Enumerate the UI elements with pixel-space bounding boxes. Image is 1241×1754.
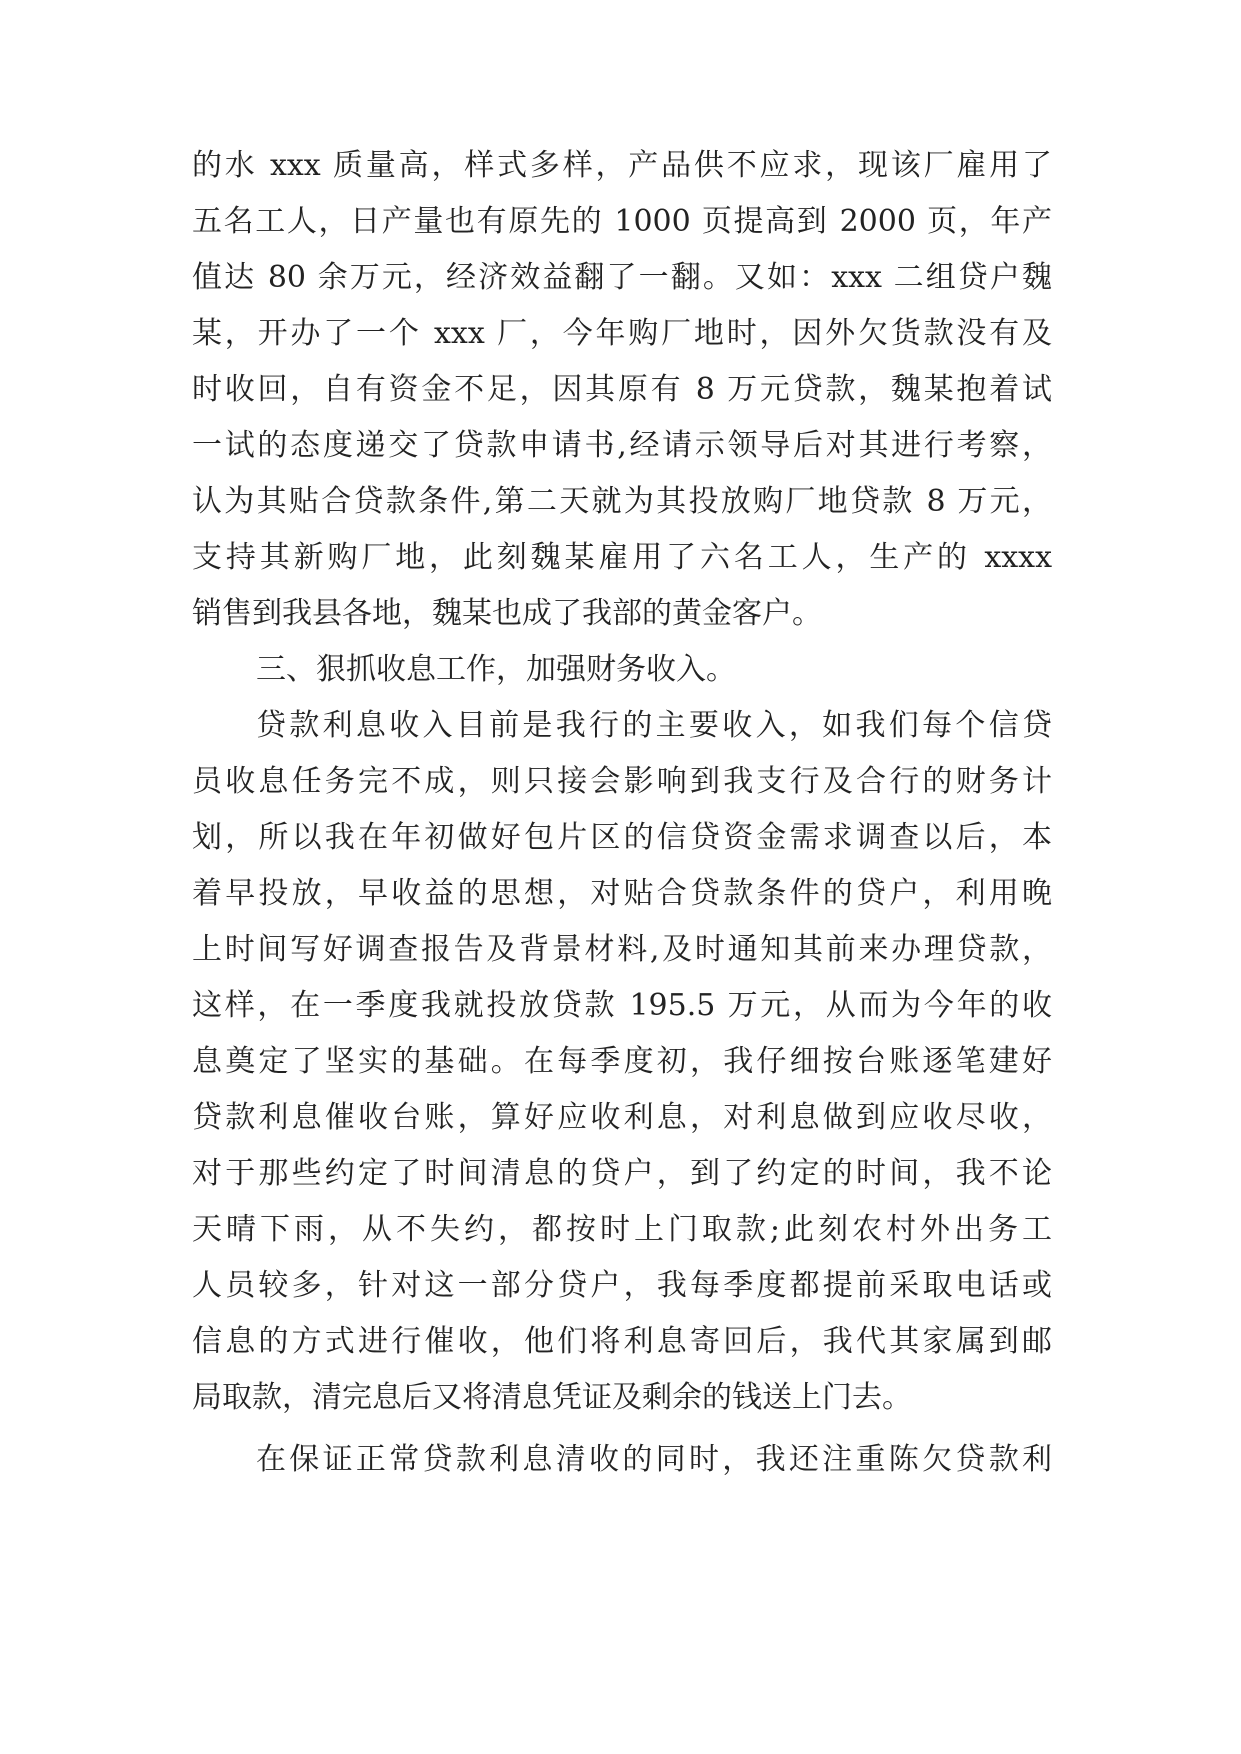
text-line: 的水 xxx 质量高，样式多样，产品供不应求，现该厂雇用了 bbox=[192, 148, 1052, 183]
text-line: 五名工人，日产量也有原先的 1000 页提高到 2000 页，年产 bbox=[192, 204, 1052, 239]
text-line: 着早投放，早收益的思想，对贴合贷款条件的贷户，利用晚 bbox=[192, 876, 1052, 911]
text-line: 天晴下雨，从不失约，都按时上门取款;此刻农村外出务工 bbox=[192, 1212, 1052, 1247]
text-line: 划，所以我在年初做好包片区的信贷资金需求调查以后，本 bbox=[192, 820, 1052, 855]
text-line: 员收息任务完不成，则只接会影响到我支行及合行的财务计 bbox=[192, 764, 1052, 799]
text-line: 支持其新购厂地，此刻魏某雇用了六名工人，生产的 xxxx bbox=[192, 540, 1052, 575]
text-line: 一试的态度递交了贷款申请书,经请示领导后对其进行考察， bbox=[192, 428, 1052, 463]
text-line: 贷款利息催收台账，算好应收利息，对利息做到应收尽收， bbox=[192, 1100, 1052, 1135]
text-line: 某，开办了一个 xxx 厂，今年购厂地时，因外欠货款没有及 bbox=[192, 316, 1052, 351]
text-line: 局取款，清完息后又将清息凭证及剩余的钱送上门去。 bbox=[192, 1380, 912, 1415]
text-line: 认为其贴合贷款条件,第二天就为其投放购厂地贷款 8 万元， bbox=[192, 484, 1052, 519]
text-line: 上时间写好调查报告及背景材料,及时通知其前来办理贷款， bbox=[192, 932, 1052, 967]
text-line: 人员较多，针对这一部分贷户，我每季度都提前采取电话或 bbox=[192, 1268, 1052, 1303]
text-line: 对于那些约定了时间清息的贷户，到了约定的时间，我不论 bbox=[192, 1156, 1052, 1191]
text-line: 这样，在一季度我就投放贷款 195.5 万元，从而为今年的收 bbox=[192, 988, 1052, 1023]
section-heading: 三、狠抓收息工作，加强财务收入。 bbox=[256, 652, 736, 687]
text-line: 息奠定了坚实的基础。在每季度初，我仔细按台账逐笔建好 bbox=[192, 1044, 1052, 1079]
text-line: 贷款利息收入目前是我行的主要收入，如我们每个信贷 bbox=[256, 708, 1052, 743]
text-line: 销售到我县各地，魏某也成了我部的黄金客户。 bbox=[192, 596, 822, 631]
text-line: 在保证正常贷款利息清收的同时，我还注重陈欠贷款利 bbox=[256, 1442, 1052, 1477]
text-line: 时收回，自有资金不足，因其原有 8 万元贷款，魏某抱着试 bbox=[192, 372, 1052, 407]
text-line: 值达 80 余万元，经济效益翻了一翻。又如：xxx 二组贷户魏 bbox=[192, 260, 1052, 295]
text-line: 信息的方式进行催收，他们将利息寄回后，我代其家属到邮 bbox=[192, 1324, 1052, 1359]
